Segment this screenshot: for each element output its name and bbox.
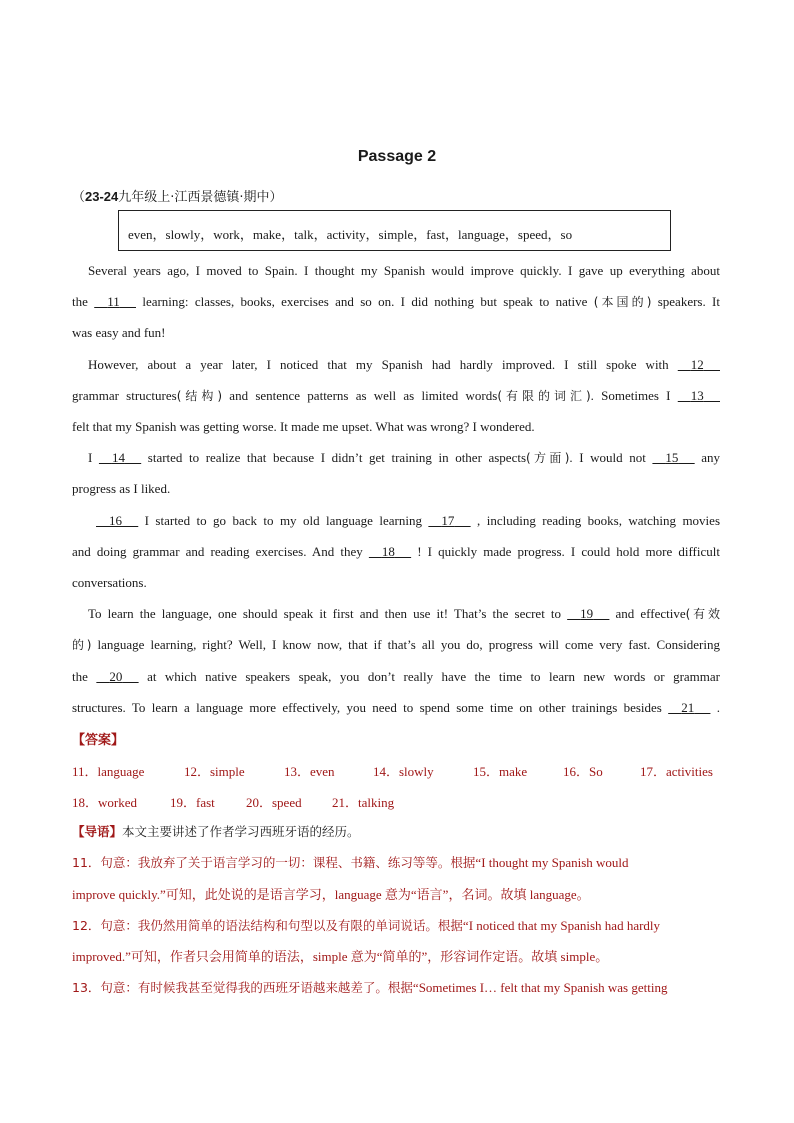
answer-blank[interactable]: 18 bbox=[381, 544, 395, 559]
answer-blank[interactable]: 12 bbox=[690, 357, 704, 372]
passage-text: the bbox=[72, 294, 88, 309]
gloss-text: 的) bbox=[72, 638, 92, 652]
answer-blank[interactable]: 16 bbox=[109, 513, 122, 528]
passage-text: progress as I liked. bbox=[72, 481, 171, 496]
passage-text: language learning, right? Well, I know now, that if that’s all you do, progress will come very fast. Considering bbox=[91, 637, 720, 652]
explanation-line bbox=[72, 948, 722, 966]
answer-item: 19．fast bbox=[170, 795, 215, 810]
answer-item: 16．So bbox=[563, 764, 603, 779]
answer-item: 15．make bbox=[473, 764, 528, 779]
passage-line bbox=[72, 668, 720, 686]
answer-item: 13．even bbox=[284, 764, 335, 779]
passage-text: ! I quickly made progress. I could hold more difficult bbox=[417, 544, 720, 559]
explanation-line bbox=[72, 917, 722, 935]
explanation-english: “Sometimes I… felt that my Spanish was getting bbox=[412, 980, 668, 995]
passage-line bbox=[88, 605, 720, 623]
passage-line bbox=[72, 293, 720, 311]
passage-text: grammar structures bbox=[72, 388, 177, 403]
answer-blank[interactable]: 21 bbox=[681, 700, 695, 715]
explanation-line bbox=[72, 886, 722, 904]
explanation-line bbox=[72, 854, 722, 872]
passage-text: felt that my Spanish was getting worse. It made me upset. What was wrong? I wondered. bbox=[72, 419, 535, 434]
answer-blank[interactable]: 17 bbox=[441, 513, 455, 528]
passage-text: To learn the language, one should speak it first and then use it! That’s the secret to bbox=[88, 606, 562, 621]
answer-item: 12．simple bbox=[184, 764, 245, 779]
answer-item: 18．worked bbox=[72, 795, 137, 810]
explanation-english: “I thought my Spanish would bbox=[475, 855, 629, 870]
passage-line bbox=[88, 356, 720, 374]
gloss-text: (方面) bbox=[526, 451, 570, 465]
answer-blank[interactable]: 14 bbox=[111, 450, 125, 465]
passage-line bbox=[96, 512, 720, 530]
passage-text: , including reading books, watching movies bbox=[477, 513, 721, 528]
passage-text: . I would not bbox=[569, 450, 646, 465]
explanation-english: improved.”可知，作者只会用简单的语法，simple 意为“简单的”，形容词作定语。故填 simple。 bbox=[72, 949, 609, 964]
passage-line bbox=[72, 387, 720, 405]
passage-text: Several years ago, I moved to Spain. I thought my Spanish would improve quickly. I gave up everything about bbox=[88, 263, 720, 278]
passage-text: and effective bbox=[615, 606, 686, 621]
answer-item: 20．speed bbox=[246, 795, 302, 810]
passage-text: . Sometimes I bbox=[590, 388, 671, 403]
passage-text: . bbox=[716, 700, 721, 715]
explanation-english: “I noticed that my Spanish had hardly bbox=[462, 918, 661, 933]
answer-blank[interactable]: 20 bbox=[109, 669, 123, 684]
passage-line bbox=[72, 574, 147, 592]
answer-blank[interactable]: 13 bbox=[690, 388, 704, 403]
answer-item: 21．talking bbox=[332, 795, 395, 810]
passage-text: the bbox=[72, 669, 88, 684]
passage-text: conversations. bbox=[72, 575, 147, 590]
passage-line bbox=[72, 543, 720, 561]
passage-text: I bbox=[88, 450, 93, 465]
passage-line bbox=[88, 262, 720, 280]
passage-text: speakers. It bbox=[651, 294, 720, 309]
explanation-chinese: 13．句意：有时候我甚至觉得我的西班牙语越来越差了。根据 bbox=[72, 980, 413, 995]
explanation-chinese: 12．句意：我仍然用简单的语法结构和句型以及有限的单词说话。根据 bbox=[72, 918, 463, 933]
passage-text: started to realize that because I didn’t get training in other aspects bbox=[147, 450, 527, 465]
passage-line bbox=[72, 324, 166, 342]
answer-item: 14．slowly bbox=[373, 764, 434, 779]
answer-heading: 【答案】 bbox=[72, 733, 125, 748]
passage-line bbox=[72, 636, 720, 654]
passage-text: I started to go back to my old language learning bbox=[144, 513, 422, 528]
passage-line bbox=[72, 699, 720, 717]
passage-line bbox=[88, 449, 720, 467]
passage-line bbox=[72, 418, 535, 436]
passage-text: However, about a year later, I noticed that my Spanish had hardly improved. I still spoke with bbox=[88, 357, 669, 372]
gloss-text: (本国的) bbox=[593, 295, 652, 309]
passage-text: and sentence patterns as well as limited words bbox=[222, 388, 498, 403]
passage-text: structures. To learn a language more effectively, you need to spend some time on other trainings besides bbox=[72, 700, 662, 715]
answer-blank[interactable]: 15 bbox=[665, 450, 679, 465]
passage-line bbox=[72, 480, 170, 498]
answer-blank[interactable]: 19 bbox=[580, 606, 594, 621]
gloss-text: (有效 bbox=[685, 607, 721, 621]
gloss-text: (结构) bbox=[176, 389, 223, 403]
explanation-chinese: 11．句意：我放弃了关于语言学习的一切：课程、书籍、练习等等。根据 bbox=[72, 855, 476, 870]
explanation-line bbox=[72, 979, 722, 997]
answer-item: 11．language bbox=[72, 764, 145, 779]
source-note: （23-24九年级上·江西景德镇·期中） bbox=[72, 189, 283, 205]
answer-blank[interactable]: 11 bbox=[107, 294, 120, 309]
answer-item: 17．activities bbox=[640, 764, 713, 779]
passage-title: Passage 2 bbox=[357, 148, 437, 165]
passage-text: learning: classes, books, exercises and so on. I did nothing but speak to native bbox=[142, 294, 594, 309]
passage-text: any bbox=[701, 450, 721, 465]
passage-text: at which native speakers speak, you don’t really have the time to learn new words or grammar bbox=[147, 669, 721, 684]
passage-text: and doing grammar and reading exercises. And they bbox=[72, 544, 363, 559]
gloss-text: (有限的词汇) bbox=[497, 389, 591, 403]
explanation-english: improve quickly.”可知，此处说的是语言学习，language 意为“语言”，名词。故填 language。 bbox=[72, 887, 590, 902]
word-bank-box: even，slowly，work，make，talk，activity，simple，fast，language，speed，so bbox=[118, 210, 671, 251]
guide-line: 【导语】本文主要讲述了作者学习西班牙语的经历。 bbox=[72, 824, 360, 839]
passage-text: was easy and fun! bbox=[72, 325, 166, 340]
